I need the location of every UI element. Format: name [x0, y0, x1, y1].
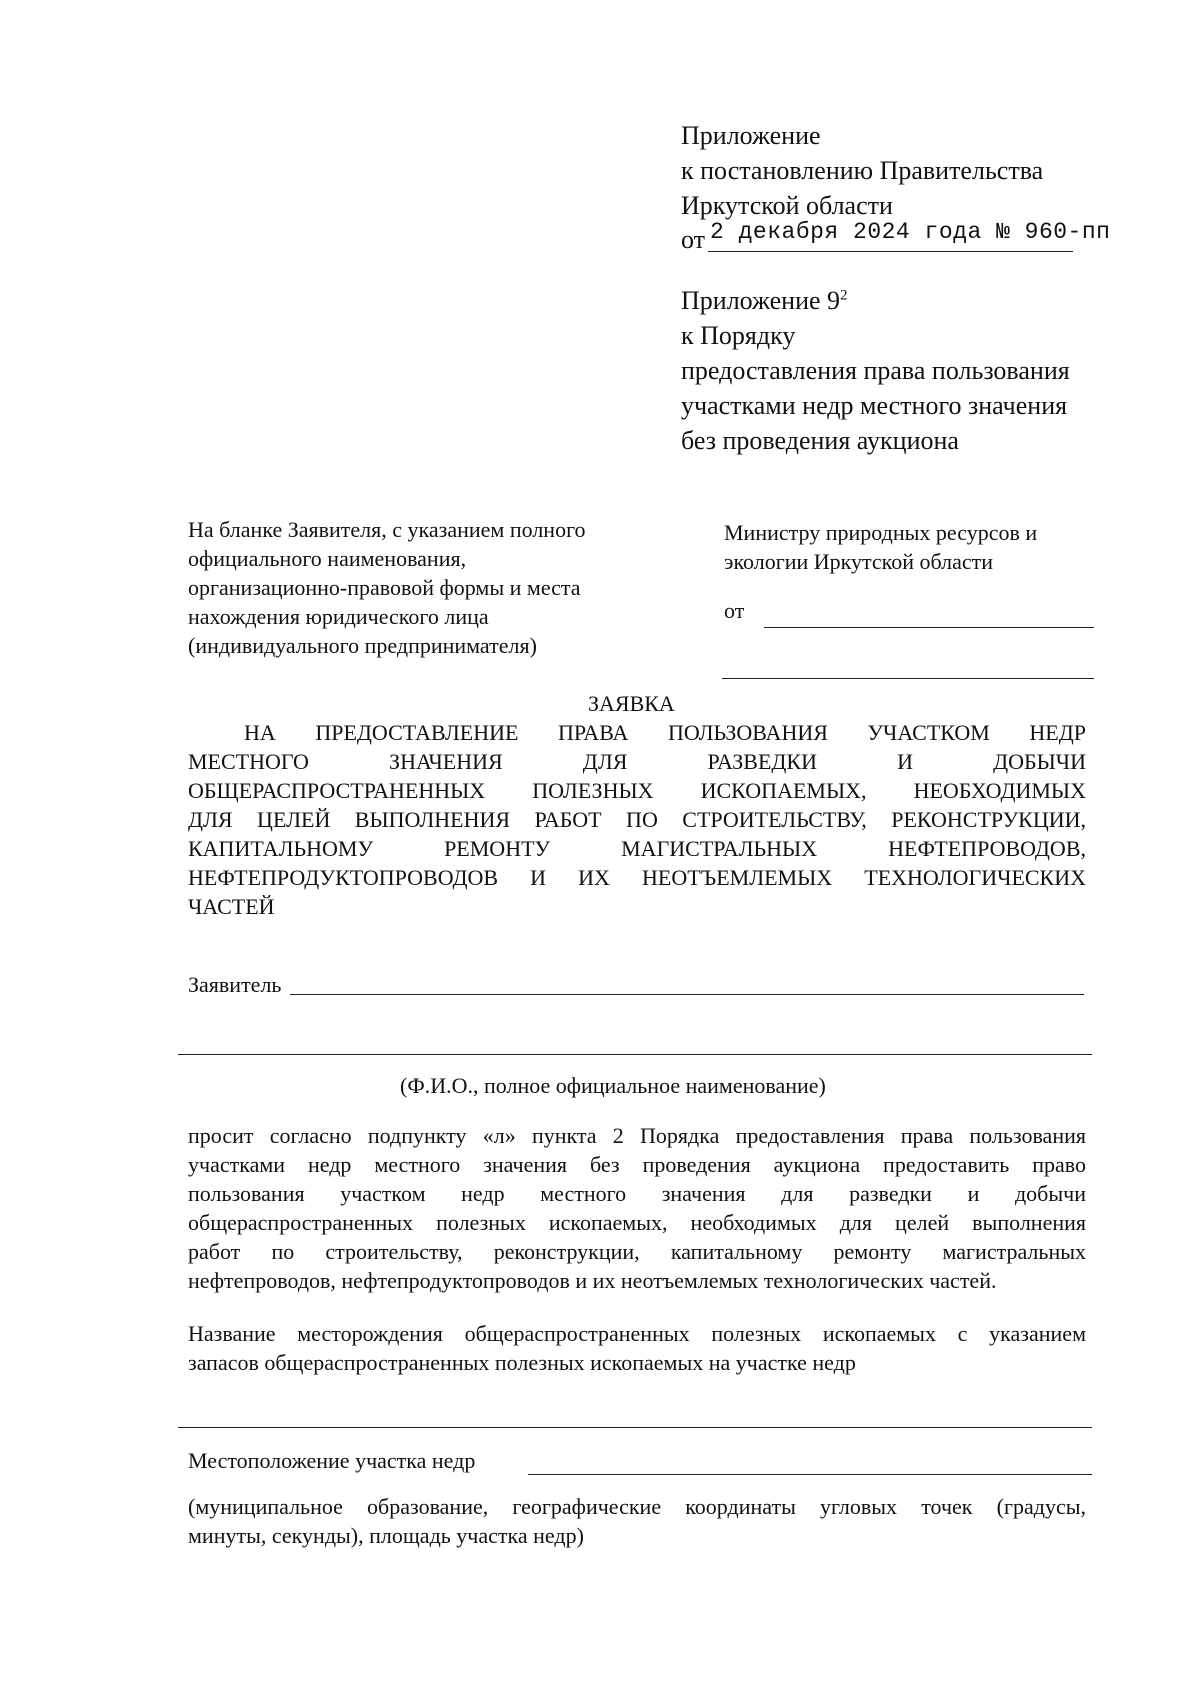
request-subtitle-line-1: НА ПРЕДОСТАВЛЕНИЕ ПРАВА ПОЛЬЗОВАНИЯ УЧАСТКОМ НЕДР [244, 720, 1086, 745]
letterhead-line-3: организационно-правовой формы и места [188, 575, 581, 600]
header-date-value: 2 декабря 2024 года № 960-пп [710, 219, 1111, 245]
applicant-label: Заявитель [188, 972, 282, 997]
body-line-2: участками недр местного значения без проведения аукциона предоставить право [188, 1152, 1086, 1177]
annex-line-4: без проведения аукциона [681, 426, 959, 455]
annex-line-1: к Порядку [681, 321, 796, 350]
letterhead-line-4: нахождения юридического лица [188, 604, 489, 629]
header-appendix-label: Приложение [681, 121, 821, 150]
location-note-line-1: (муниципальное образование, географические координаты угловых точек (градусы, [188, 1494, 1086, 1519]
location-label: Местоположение участка недр [188, 1448, 476, 1473]
letterhead-line-2: официального наименования, [188, 546, 467, 571]
body-line-4: общераспространенных полезных ископаемых, необходимых для целей выполнения [188, 1210, 1086, 1235]
request-subtitle-line-6: НЕФТЕПРОДУКТОПРОВОДОВ И ИХ НЕОТЪЕМЛЕМЫХ ТЕХНОЛОГИЧЕСКИХ [188, 865, 1086, 890]
location-fill-line [528, 1474, 1092, 1475]
addressee-from-line-2 [722, 678, 1094, 679]
addressee-from-line-1 [764, 627, 1094, 628]
letterhead-line-5: (индивидуального предпринимателя) [188, 633, 537, 658]
deposit-line-2: запасов общераспространенных полезных ископаемых на участке недр [188, 1350, 856, 1375]
addressee-from-label: от [724, 598, 745, 623]
annex-title-superscript: 2 [840, 287, 848, 304]
request-subtitle-line-3: ОБЩЕРАСПРОСТРАНЕННЫХ ПОЛЕЗНЫХ ИСКОПАЕМЫХ, НЕОБХОДИМЫХ [188, 778, 1086, 803]
body-line-6: нефтепроводов, нефтепродуктопроводов и их неотъемлемых технологических частей. [188, 1268, 997, 1293]
header-region-line: Иркутской области [681, 191, 893, 220]
request-subtitle-line-2: МЕСТНОГО ЗНАЧЕНИЯ ДЛЯ РАЗВЕДКИ И ДОБЫЧИ [188, 749, 1086, 774]
annex-title-text: Приложение 9 [681, 286, 841, 315]
body-line-3: пользования участком недр местного значения для разведки и добычи [188, 1181, 1086, 1206]
applicant-line-1 [290, 994, 1084, 995]
header-date-underline [708, 251, 1073, 252]
request-subtitle-line-5: КАПИТАЛЬНОМУ РЕМОНТУ МАГИСТРАЛЬНЫХ НЕФТЕПРОВОДОВ, [188, 836, 1086, 861]
deposit-line-1: Название месторождения общераспространенных полезных ископаемых с указанием [188, 1321, 1086, 1346]
applicant-caption: (Ф.И.О., полное официальное наименование) [400, 1073, 826, 1098]
body-line-5: работ по строительству, реконструкции, капитальному ремонту магистральных [188, 1239, 1086, 1264]
letterhead-line-1: На бланке Заявителя, с указанием полного [188, 517, 586, 542]
request-subtitle-line-7: ЧАСТЕЙ [188, 894, 275, 919]
addressee-line-1: Министру природных ресурсов и [724, 520, 1038, 545]
request-title: ЗАЯВКА [588, 691, 675, 716]
header-date-prefix: от [681, 225, 706, 254]
addressee-line-2: экологии Иркутской области [724, 549, 994, 574]
body-line-1: просит согласно подпункту «л» пункта 2 Порядка предоставления права пользования [188, 1123, 1086, 1148]
request-subtitle-line-4: ДЛЯ ЦЕЛЕЙ ВЫПОЛНЕНИЯ РАБОТ ПО СТРОИТЕЛЬСТВУ, РЕКОНСТРУКЦИИ, [188, 807, 1086, 832]
location-note-line-2: минуты, секунды), площадь участка недр) [188, 1523, 584, 1548]
annex-line-2: предоставления права пользования [681, 356, 1070, 385]
header-decree-line: к постановлению Правительства [681, 156, 1044, 185]
annex-line-3: участками недр местного значения [681, 391, 1068, 420]
deposit-fill-line [178, 1427, 1092, 1428]
annex-title [681, 283, 848, 318]
applicant-line-2 [178, 1054, 1092, 1055]
